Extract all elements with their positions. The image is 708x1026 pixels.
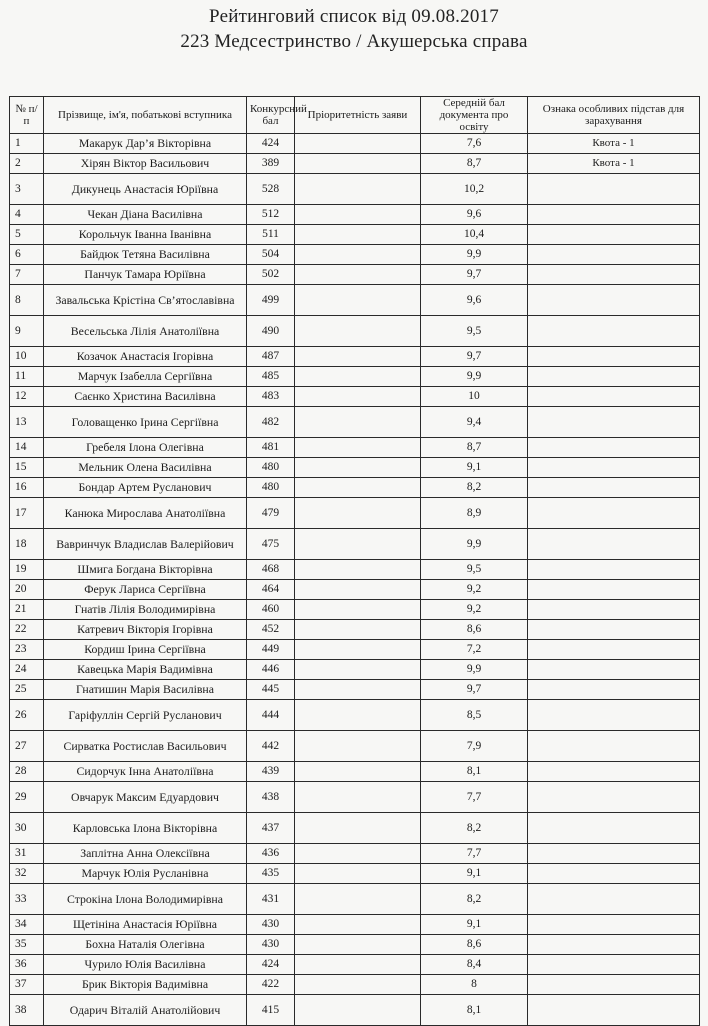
competitive-score: 481 bbox=[247, 438, 295, 458]
admission-note bbox=[528, 205, 700, 225]
table-row bbox=[10, 995, 700, 1026]
row-num: 33 bbox=[10, 884, 44, 915]
table-row bbox=[10, 438, 700, 458]
applicant-name: Марчук Юлія Русланівна bbox=[44, 864, 247, 884]
average-grade: 9,1 bbox=[421, 458, 528, 478]
row-num: 11 bbox=[10, 367, 44, 387]
competitive-score: 424 bbox=[247, 955, 295, 975]
header-avg: Середній бал документа про освіту bbox=[421, 97, 528, 134]
table-row bbox=[10, 731, 700, 762]
applicant-name: Хірян Віктор Васильович bbox=[44, 154, 247, 174]
table-row bbox=[10, 347, 700, 367]
row-num: 16 bbox=[10, 478, 44, 498]
table-row bbox=[10, 935, 700, 955]
application-priority bbox=[295, 935, 421, 955]
average-grade: 9,7 bbox=[421, 680, 528, 700]
application-priority bbox=[295, 134, 421, 154]
table-row bbox=[10, 700, 700, 731]
admission-note bbox=[528, 265, 700, 285]
competitive-score: 430 bbox=[247, 935, 295, 955]
application-priority bbox=[295, 498, 421, 529]
competitive-score: 430 bbox=[247, 915, 295, 935]
average-grade: 8 bbox=[421, 975, 528, 995]
table-row bbox=[10, 265, 700, 285]
row-num: 18 bbox=[10, 529, 44, 560]
average-grade: 9,7 bbox=[421, 265, 528, 285]
admission-note bbox=[528, 316, 700, 347]
application-priority bbox=[295, 529, 421, 560]
row-num: 9 bbox=[10, 316, 44, 347]
application-priority bbox=[295, 458, 421, 478]
average-grade: 9,1 bbox=[421, 915, 528, 935]
applicant-name: Бохна Наталія Олегівна bbox=[44, 935, 247, 955]
document-title: Рейтинговий список від 09.08.2017 bbox=[209, 6, 499, 27]
row-num: 32 bbox=[10, 864, 44, 884]
table-row bbox=[10, 316, 700, 347]
row-num: 35 bbox=[10, 935, 44, 955]
row-num: 12 bbox=[10, 387, 44, 407]
average-grade: 9,9 bbox=[421, 529, 528, 560]
table-row bbox=[10, 245, 700, 265]
table-row bbox=[10, 955, 700, 975]
admission-note bbox=[528, 387, 700, 407]
application-priority bbox=[295, 700, 421, 731]
applicant-name: Овчарук Максим Едуардович bbox=[44, 782, 247, 813]
table-row bbox=[10, 884, 700, 915]
admission-note bbox=[528, 782, 700, 813]
average-grade: 8,2 bbox=[421, 478, 528, 498]
average-grade: 8,6 bbox=[421, 935, 528, 955]
admission-note bbox=[528, 225, 700, 245]
table-row bbox=[10, 498, 700, 529]
admission-note bbox=[528, 529, 700, 560]
competitive-score: 479 bbox=[247, 498, 295, 529]
admission-note bbox=[528, 478, 700, 498]
admission-note bbox=[528, 174, 700, 205]
competitive-score: 468 bbox=[247, 560, 295, 580]
table-row bbox=[10, 864, 700, 884]
row-num: 2 bbox=[10, 154, 44, 174]
competitive-score: 446 bbox=[247, 660, 295, 680]
competitive-score: 442 bbox=[247, 731, 295, 762]
row-num: 15 bbox=[10, 458, 44, 478]
applicant-name: Байдюк Тетяна Василівна bbox=[44, 245, 247, 265]
row-num: 22 bbox=[10, 620, 44, 640]
table-row bbox=[10, 680, 700, 700]
average-grade: 9,2 bbox=[421, 600, 528, 620]
competitive-score: 449 bbox=[247, 640, 295, 660]
applicant-name: Саєнко Христина Василівна bbox=[44, 387, 247, 407]
average-grade: 10,4 bbox=[421, 225, 528, 245]
table-row bbox=[10, 387, 700, 407]
table-header-row bbox=[10, 97, 700, 134]
average-grade: 8,7 bbox=[421, 154, 528, 174]
average-grade: 8,2 bbox=[421, 884, 528, 915]
admission-note bbox=[528, 245, 700, 265]
application-priority bbox=[295, 640, 421, 660]
application-priority bbox=[295, 762, 421, 782]
applicant-name: Одарич Віталій Анатолійович bbox=[44, 995, 247, 1026]
table-row bbox=[10, 225, 700, 245]
table-row bbox=[10, 134, 700, 154]
admission-note bbox=[528, 560, 700, 580]
row-num: 6 bbox=[10, 245, 44, 265]
admission-note bbox=[528, 813, 700, 844]
row-num: 29 bbox=[10, 782, 44, 813]
applicant-name: Кавецька Марія Вадимівна bbox=[44, 660, 247, 680]
average-grade: 8,1 bbox=[421, 762, 528, 782]
admission-note bbox=[528, 347, 700, 367]
application-priority bbox=[295, 915, 421, 935]
application-priority bbox=[295, 975, 421, 995]
competitive-score: 464 bbox=[247, 580, 295, 600]
average-grade: 7,9 bbox=[421, 731, 528, 762]
admission-note bbox=[528, 580, 700, 600]
applicant-name: Марчук Ізабелла Сергіївна bbox=[44, 367, 247, 387]
average-grade: 9,4 bbox=[421, 407, 528, 438]
admission-note bbox=[528, 285, 700, 316]
competitive-score: 487 bbox=[247, 347, 295, 367]
application-priority bbox=[295, 367, 421, 387]
competitive-score: 480 bbox=[247, 478, 295, 498]
admission-note bbox=[528, 955, 700, 975]
applicant-name: Ферук Лариса Сергіївна bbox=[44, 580, 247, 600]
row-num: 7 bbox=[10, 265, 44, 285]
application-priority bbox=[295, 955, 421, 975]
document-subtitle: 223 Медсестринство / Акушерська справа bbox=[180, 31, 528, 52]
average-grade: 8,1 bbox=[421, 995, 528, 1026]
admission-note bbox=[528, 498, 700, 529]
applicant-name: Весельська Лілія Анатоліївна bbox=[44, 316, 247, 347]
applicant-name: Чекан Діана Василівна bbox=[44, 205, 247, 225]
average-grade: 8,9 bbox=[421, 498, 528, 529]
competitive-score: 431 bbox=[247, 884, 295, 915]
applicant-name: Катревич Вікторія Ігорівна bbox=[44, 620, 247, 640]
application-priority bbox=[295, 884, 421, 915]
table-row bbox=[10, 640, 700, 660]
table-row bbox=[10, 560, 700, 580]
competitive-score: 528 bbox=[247, 174, 295, 205]
competitive-score: 424 bbox=[247, 134, 295, 154]
admission-note: Квота - 1 bbox=[528, 154, 700, 174]
competitive-score: 504 bbox=[247, 245, 295, 265]
row-num: 23 bbox=[10, 640, 44, 660]
row-num: 5 bbox=[10, 225, 44, 245]
table-row bbox=[10, 205, 700, 225]
table-body bbox=[10, 134, 700, 1026]
application-priority bbox=[295, 316, 421, 347]
applicant-name: Макарук Дар’я Вікторівна bbox=[44, 134, 247, 154]
header-num: № п/п bbox=[10, 97, 44, 134]
average-grade: 9,6 bbox=[421, 205, 528, 225]
admission-note bbox=[528, 864, 700, 884]
average-grade: 10,2 bbox=[421, 174, 528, 205]
competitive-score: 415 bbox=[247, 995, 295, 1026]
applicant-name: Щетініна Анастасія Юріївна bbox=[44, 915, 247, 935]
competitive-score: 422 bbox=[247, 975, 295, 995]
table-row bbox=[10, 367, 700, 387]
application-priority bbox=[295, 864, 421, 884]
competitive-score: 437 bbox=[247, 813, 295, 844]
average-grade: 9,9 bbox=[421, 245, 528, 265]
average-grade: 8,4 bbox=[421, 955, 528, 975]
applicant-name: Строкіна Ілона Володимирівна bbox=[44, 884, 247, 915]
admission-note bbox=[528, 915, 700, 935]
application-priority bbox=[295, 844, 421, 864]
applicant-name: Шмига Богдана Вікторівна bbox=[44, 560, 247, 580]
application-priority bbox=[295, 560, 421, 580]
table-row bbox=[10, 458, 700, 478]
table-row bbox=[10, 478, 700, 498]
table-row bbox=[10, 915, 700, 935]
application-priority bbox=[295, 154, 421, 174]
average-grade: 9,7 bbox=[421, 347, 528, 367]
applicant-name: Завальська Крістіна Св’ятославівна bbox=[44, 285, 247, 316]
application-priority bbox=[295, 660, 421, 680]
row-num: 24 bbox=[10, 660, 44, 680]
admission-note bbox=[528, 680, 700, 700]
average-grade: 8,6 bbox=[421, 620, 528, 640]
table-row bbox=[10, 762, 700, 782]
admission-note bbox=[528, 660, 700, 680]
row-num: 28 bbox=[10, 762, 44, 782]
application-priority bbox=[295, 407, 421, 438]
application-priority bbox=[295, 580, 421, 600]
average-grade: 9,5 bbox=[421, 560, 528, 580]
applicant-name: Гнатів Лілія Володимирівна bbox=[44, 600, 247, 620]
competitive-score: 482 bbox=[247, 407, 295, 438]
table-row bbox=[10, 529, 700, 560]
admission-note bbox=[528, 620, 700, 640]
row-num: 1 bbox=[10, 134, 44, 154]
admission-note bbox=[528, 367, 700, 387]
applicant-name: Чурило Юлія Василівна bbox=[44, 955, 247, 975]
admission-note bbox=[528, 884, 700, 915]
row-num: 31 bbox=[10, 844, 44, 864]
applicant-name: Кордиш Ірина Сергіївна bbox=[44, 640, 247, 660]
admission-note bbox=[528, 731, 700, 762]
application-priority bbox=[295, 265, 421, 285]
application-priority bbox=[295, 600, 421, 620]
admission-note bbox=[528, 600, 700, 620]
average-grade: 7,2 bbox=[421, 640, 528, 660]
competitive-score: 439 bbox=[247, 762, 295, 782]
competitive-score: 512 bbox=[247, 205, 295, 225]
competitive-score: 435 bbox=[247, 864, 295, 884]
average-grade: 7,7 bbox=[421, 782, 528, 813]
admission-note bbox=[528, 640, 700, 660]
average-grade: 9,9 bbox=[421, 367, 528, 387]
table-row bbox=[10, 975, 700, 995]
header-priority: Пріоритетність заяви bbox=[295, 97, 421, 134]
applicant-name: Канюка Мирослава Анатоліївна bbox=[44, 498, 247, 529]
header-name: Прізвище, ім'я, побатькові вступника bbox=[44, 97, 247, 134]
table-row bbox=[10, 844, 700, 864]
average-grade: 7,7 bbox=[421, 844, 528, 864]
applicant-name: Головащенко Ірина Сергіївна bbox=[44, 407, 247, 438]
table-row bbox=[10, 154, 700, 174]
competitive-score: 483 bbox=[247, 387, 295, 407]
table-row bbox=[10, 620, 700, 640]
competitive-score: 452 bbox=[247, 620, 295, 640]
average-grade: 9,2 bbox=[421, 580, 528, 600]
row-num: 4 bbox=[10, 205, 44, 225]
application-priority bbox=[295, 782, 421, 813]
row-num: 14 bbox=[10, 438, 44, 458]
application-priority bbox=[295, 680, 421, 700]
applicant-name: Гаріфуллін Сергій Русланович bbox=[44, 700, 247, 731]
row-num: 36 bbox=[10, 955, 44, 975]
average-grade: 8,7 bbox=[421, 438, 528, 458]
application-priority bbox=[295, 225, 421, 245]
application-priority bbox=[295, 245, 421, 265]
applicant-name: Корольчук Іванна Іванівна bbox=[44, 225, 247, 245]
applicant-name: Козачок Анастасія Ігорівна bbox=[44, 347, 247, 367]
applicant-name: Гнатишин Марія Василівна bbox=[44, 680, 247, 700]
ranking-table bbox=[9, 96, 700, 1026]
competitive-score: 490 bbox=[247, 316, 295, 347]
row-num: 30 bbox=[10, 813, 44, 844]
competitive-score: 502 bbox=[247, 265, 295, 285]
application-priority bbox=[295, 438, 421, 458]
competitive-score: 444 bbox=[247, 700, 295, 731]
row-num: 3 bbox=[10, 174, 44, 205]
table-row bbox=[10, 782, 700, 813]
average-grade: 9,6 bbox=[421, 285, 528, 316]
competitive-score: 475 bbox=[247, 529, 295, 560]
competitive-score: 389 bbox=[247, 154, 295, 174]
row-num: 13 bbox=[10, 407, 44, 438]
admission-note bbox=[528, 407, 700, 438]
application-priority bbox=[295, 620, 421, 640]
application-priority bbox=[295, 731, 421, 762]
competitive-score: 460 bbox=[247, 600, 295, 620]
competitive-score: 499 bbox=[247, 285, 295, 316]
admission-note bbox=[528, 935, 700, 955]
table-row bbox=[10, 600, 700, 620]
application-priority bbox=[295, 205, 421, 225]
application-priority bbox=[295, 387, 421, 407]
table-row bbox=[10, 660, 700, 680]
row-num: 26 bbox=[10, 700, 44, 731]
competitive-score: 480 bbox=[247, 458, 295, 478]
applicant-name: Брик Вікторія Вадимівна bbox=[44, 975, 247, 995]
competitive-score: 485 bbox=[247, 367, 295, 387]
row-num: 20 bbox=[10, 580, 44, 600]
admission-note bbox=[528, 700, 700, 731]
application-priority bbox=[295, 995, 421, 1026]
applicant-name: Дикунець Анастасія Юріївна bbox=[44, 174, 247, 205]
applicant-name: Заплітна Анна Олексіївна bbox=[44, 844, 247, 864]
row-num: 17 bbox=[10, 498, 44, 529]
competitive-score: 436 bbox=[247, 844, 295, 864]
average-grade: 9,5 bbox=[421, 316, 528, 347]
average-grade: 8,5 bbox=[421, 700, 528, 731]
row-num: 34 bbox=[10, 915, 44, 935]
admission-note bbox=[528, 844, 700, 864]
application-priority bbox=[295, 347, 421, 367]
table-row bbox=[10, 580, 700, 600]
applicant-name: Сирватка Ростислав Васильович bbox=[44, 731, 247, 762]
competitive-score: 445 bbox=[247, 680, 295, 700]
row-num: 8 bbox=[10, 285, 44, 316]
average-grade: 10 bbox=[421, 387, 528, 407]
admission-note bbox=[528, 438, 700, 458]
application-priority bbox=[295, 813, 421, 844]
average-grade: 9,9 bbox=[421, 660, 528, 680]
row-num: 10 bbox=[10, 347, 44, 367]
row-num: 37 bbox=[10, 975, 44, 995]
admission-note: Квота - 1 bbox=[528, 134, 700, 154]
application-priority bbox=[295, 174, 421, 205]
table-row bbox=[10, 174, 700, 205]
admission-note bbox=[528, 762, 700, 782]
row-num: 27 bbox=[10, 731, 44, 762]
admission-note bbox=[528, 995, 700, 1026]
applicant-name: Панчук Тамара Юріївна bbox=[44, 265, 247, 285]
row-num: 25 bbox=[10, 680, 44, 700]
admission-note bbox=[528, 975, 700, 995]
average-grade: 8,2 bbox=[421, 813, 528, 844]
competitive-score: 438 bbox=[247, 782, 295, 813]
row-num: 38 bbox=[10, 995, 44, 1026]
table-row bbox=[10, 813, 700, 844]
application-priority bbox=[295, 285, 421, 316]
admission-note bbox=[528, 458, 700, 478]
header-note: Ознака особливих підстав для зарахування bbox=[528, 97, 700, 134]
average-grade: 7,6 bbox=[421, 134, 528, 154]
applicant-name: Вавринчук Владислав Валерійович bbox=[44, 529, 247, 560]
table-row bbox=[10, 285, 700, 316]
row-num: 21 bbox=[10, 600, 44, 620]
applicant-name: Сидорчук Інна Анатоліївна bbox=[44, 762, 247, 782]
applicant-name: Мельник Олена Василівна bbox=[44, 458, 247, 478]
average-grade: 9,1 bbox=[421, 864, 528, 884]
applicant-name: Гребеля Ілона Олегівна bbox=[44, 438, 247, 458]
header-score: Конкурсний бал bbox=[247, 97, 295, 134]
table-row bbox=[10, 407, 700, 438]
application-priority bbox=[295, 478, 421, 498]
applicant-name: Карловська Ілона Вікторівна bbox=[44, 813, 247, 844]
applicant-name: Бондар Артем Русланович bbox=[44, 478, 247, 498]
competitive-score: 511 bbox=[247, 225, 295, 245]
row-num: 19 bbox=[10, 560, 44, 580]
